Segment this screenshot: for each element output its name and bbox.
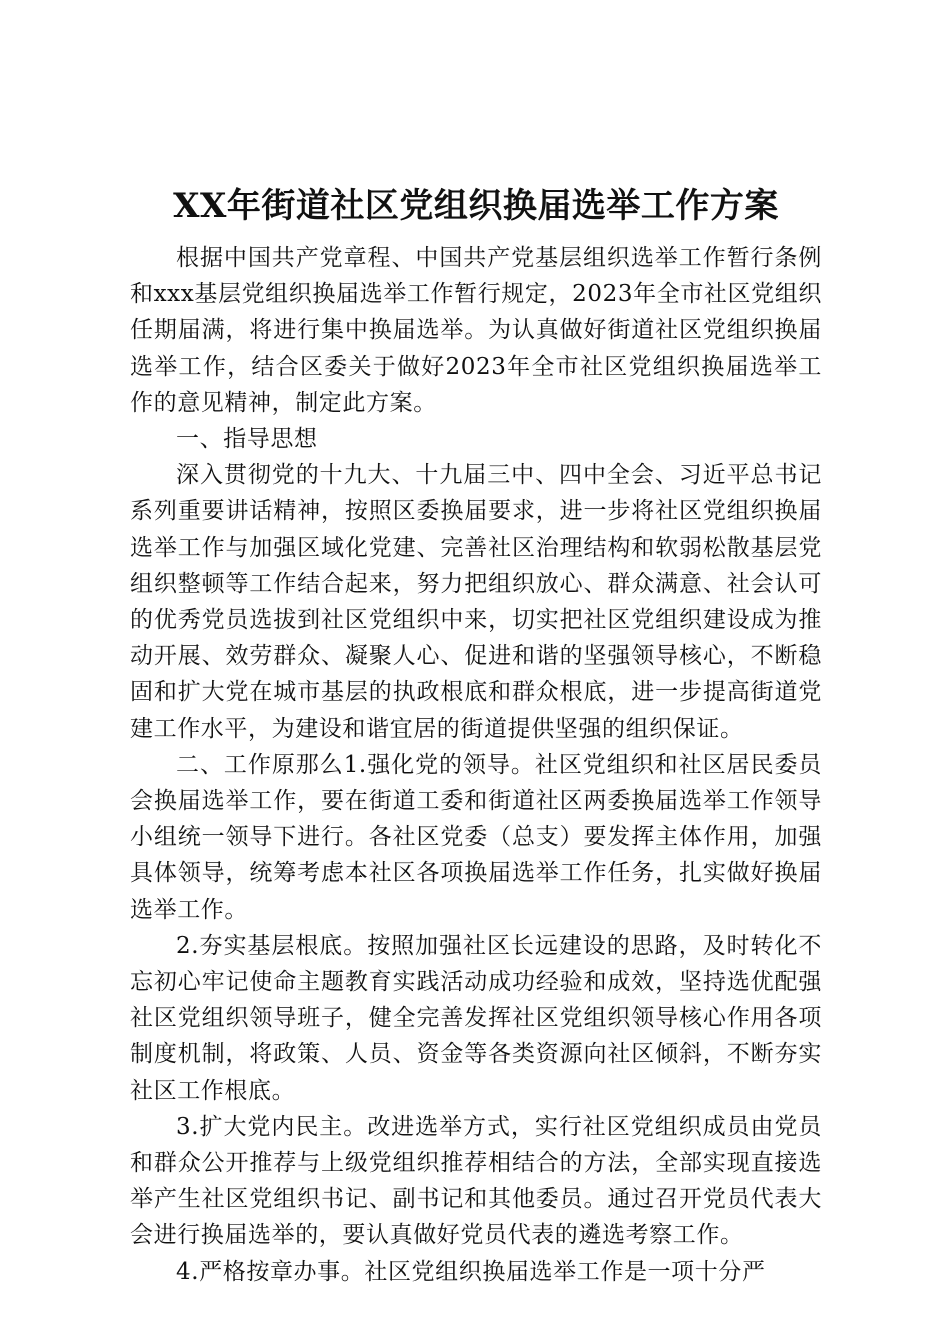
paragraph-principle-1: 二、工作原那么1.强化党的领导。社区党组织和社区居民委员会换届选举工作，要在街道工委和街道社区两委换届选举工作领导小组统一领导下进行。各社区党委（总支）要发挥主体作用，加强具体领导，统筹考虑本社区各项换届选举工作任务，扎实做好换届选举工作。 bbox=[130, 751, 822, 923]
document-title: XX年街道社区党组织换届选举工作方案 bbox=[173, 186, 779, 226]
paragraph-guiding-ideology: 深入贯彻党的十九大、十九届三中、四中全会、习近平总书记系列重要讲话精神，按照区委换届要求，进一步将社区党组织换届选举工作与加强区域化党建、完善社区治理结构和软弱松散基层党组织整顿等工作结合起来，努力把组织放心、群众满意、社会认可的优秀党员选拔到社区党组织中来，切实把社区党组织建设成为推动开展、效劳群众、凝聚人心、促进和谐的坚强领导核心，不断稳固和扩大党在城市基层的执政根底和群众根底，进一步提高街道党建工作水平，为建设和谐宜居的街道提供坚强的组织保证。 bbox=[130, 462, 822, 742]
paragraph-principle-4: 4.严格按章办事。社区党组织换届选举工作是一项十分严 bbox=[176, 1258, 766, 1285]
paragraph-intro: 根据中国共产党章程、中国共产党基层组织选举工作暂行条例和xxx基层党组织换届选举工作暂行规定，2023年全市社区党组织任期届满，将进行集中换届选举。为认真做好街道社区党组织换届选举工作，结合区委关于做好2023年全市社区党组织换届选举工作的意见精神，制定此方案。 bbox=[130, 245, 822, 416]
paragraph-principle-2: 2.夯实基层根底。按照加强社区长远建设的思路，及时转化不忘初心牢记使命主题教育实践活动成功经验和成效，坚持选优配强社区党组织领导班子，健全完善发挥社区党组织领导核心作用各项制度机制，将政策、人员、资金等各类资源向社区倾斜，不断夯实社区工作根底。 bbox=[130, 932, 822, 1104]
document-page bbox=[130, 178, 822, 1290]
paragraph-principle-3: 3.扩大党内民主。改进选举方式，实行社区党组织成员由党员和群众公开推荐与上级党组织推荐相结合的方法，全部实现直接选举产生社区党组织书记、副书记和其他委员。通过召开党员代表大会进行换届选举的，要认真做好党员代表的遴选考察工作。 bbox=[130, 1113, 822, 1249]
heading-guiding-ideology: 一、指导思想 bbox=[176, 426, 318, 453]
